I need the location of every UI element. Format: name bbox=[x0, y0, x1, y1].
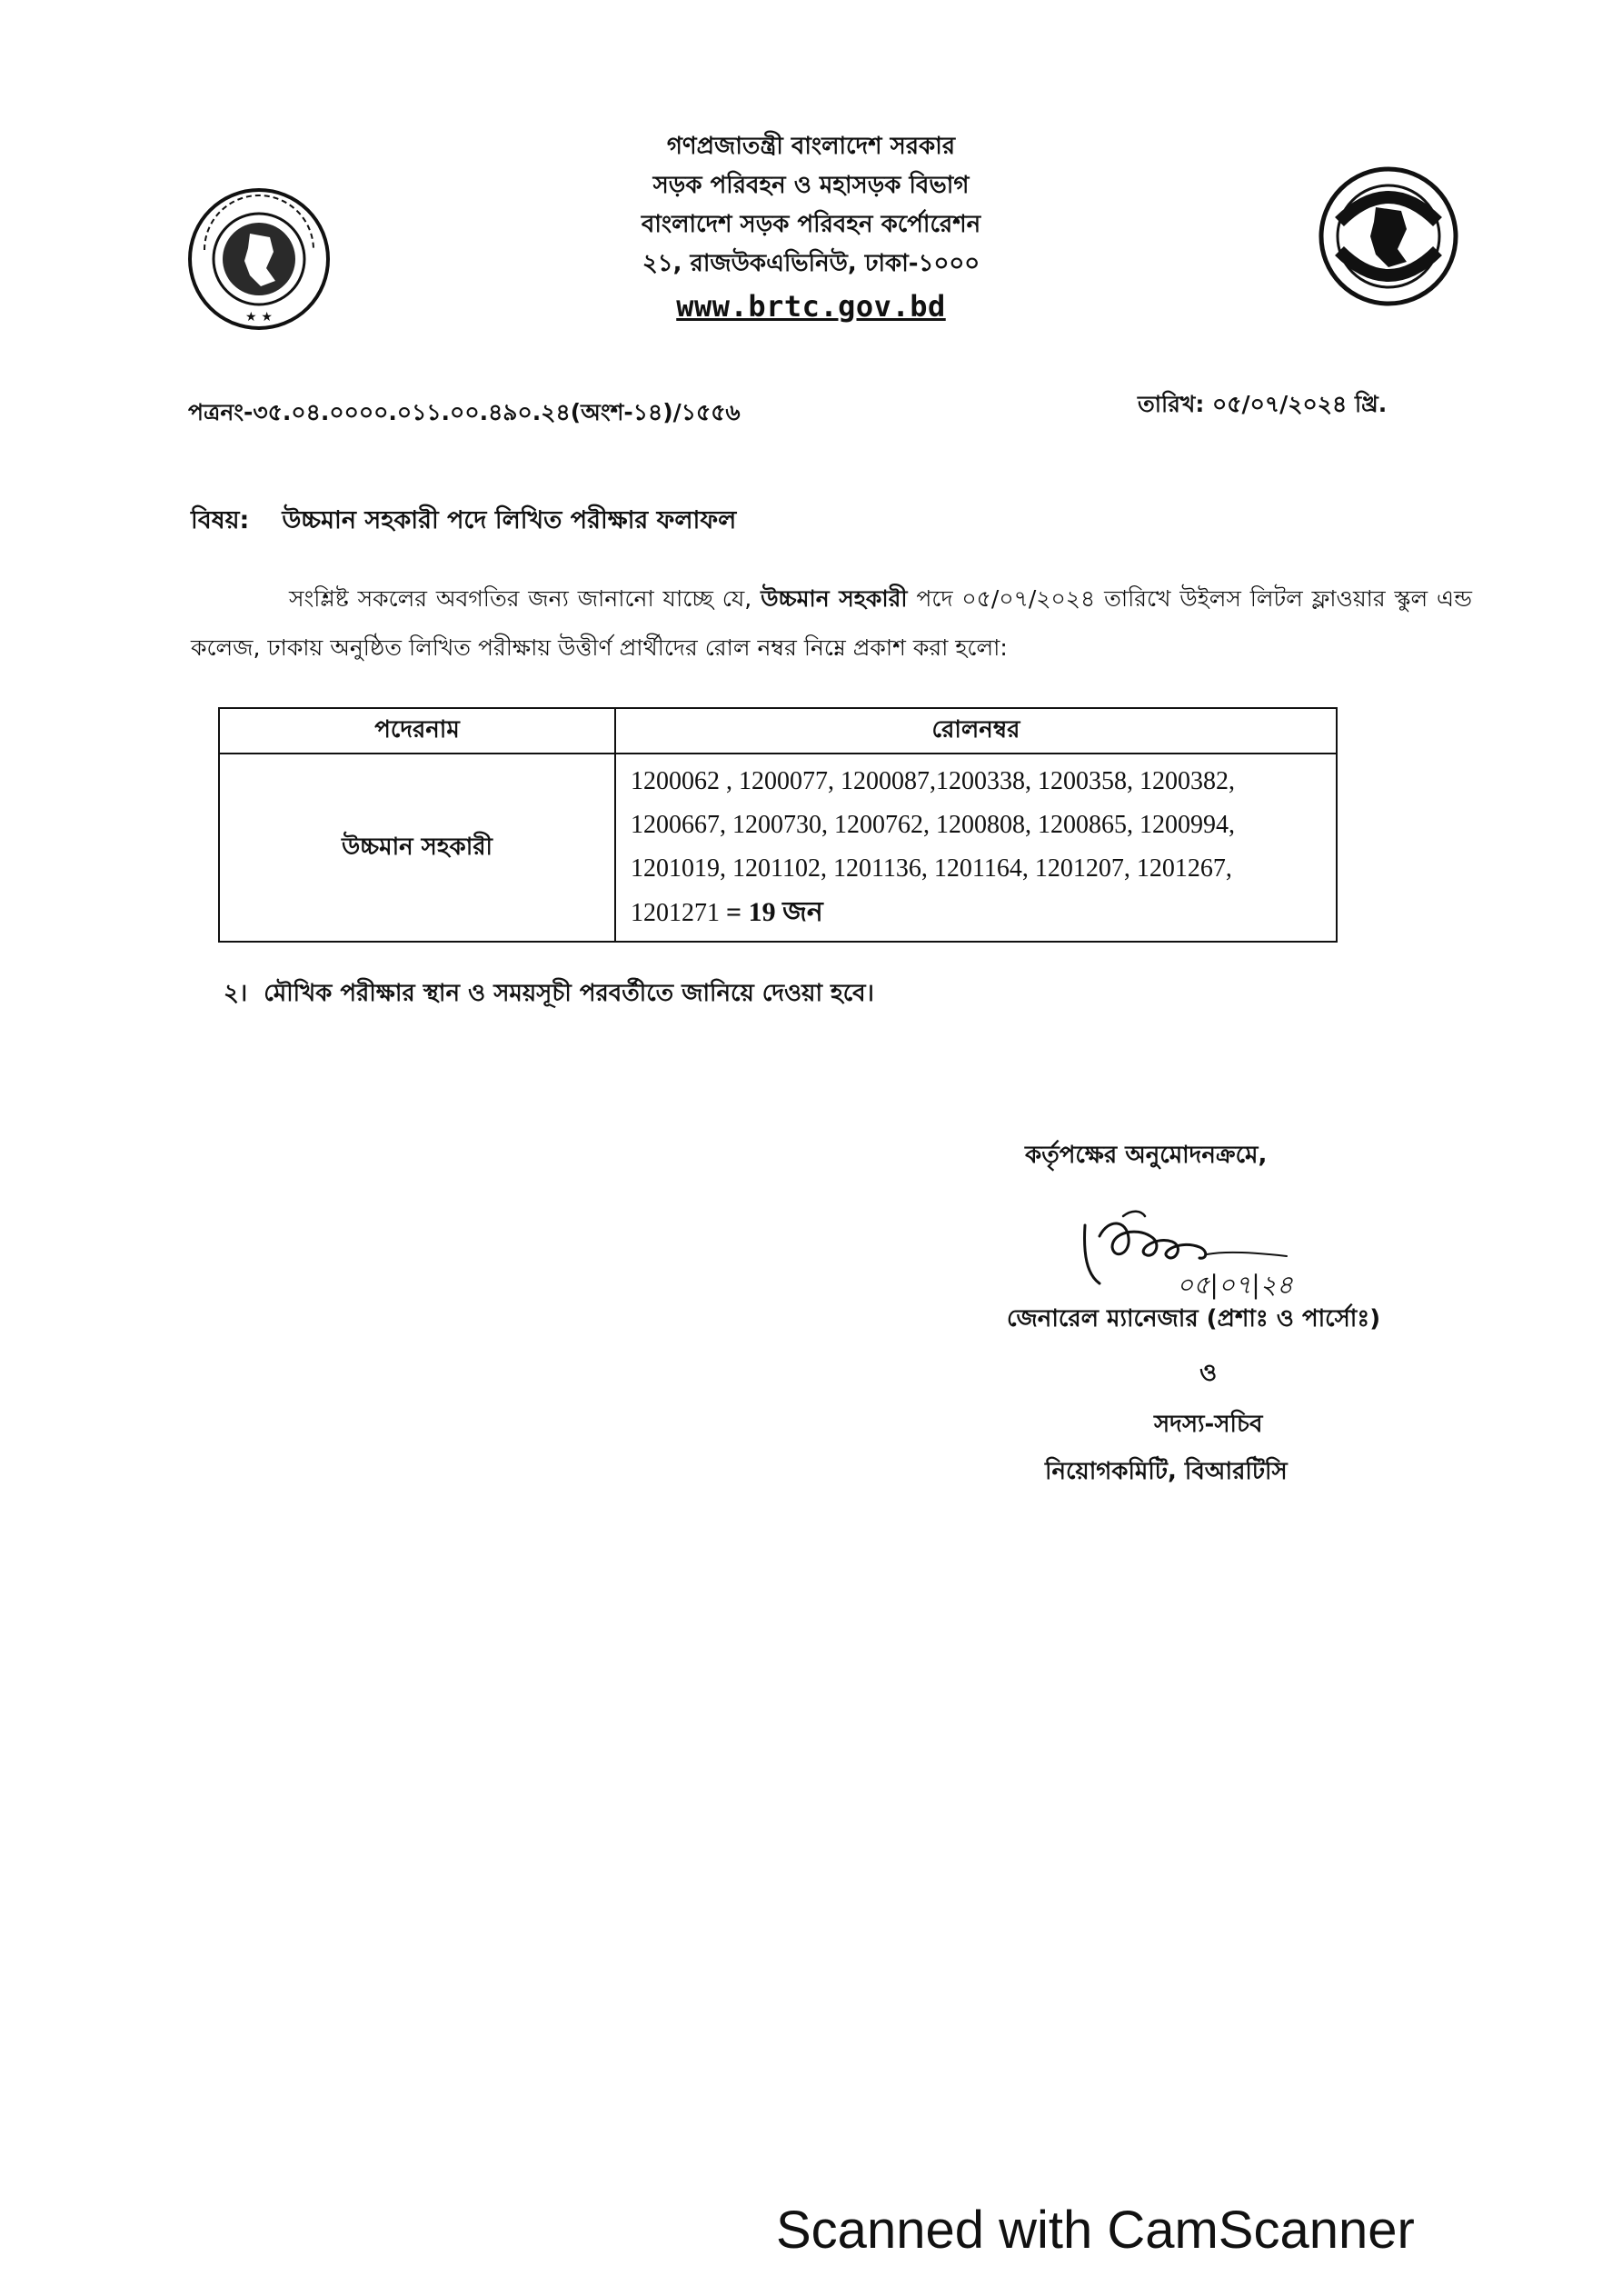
roll-line: 1201019, 1201102, 1201136, 1201164, 1201207, 1201267, bbox=[631, 854, 1232, 883]
approval-line: কর্তৃপক্ষের অনুমোদনক্রমে, bbox=[1025, 1142, 1268, 1169]
issue-date: তারিখ: ০৫/০৭/২০২৪ খ্রি. bbox=[1138, 391, 1388, 417]
signatory-role: সদস্য-সচিব bbox=[1154, 1411, 1263, 1438]
committee-name: নিয়োগকমিটি, বিআরটিসি bbox=[1045, 1458, 1288, 1485]
address: ২১, রাজউকএভিনিউ, ঢাকা-১০০০ bbox=[642, 250, 980, 277]
paragraph-intro: সংশ্লিষ্ট সকলের অবগতির জন্য জানানো যাচ্ছে যে, bbox=[289, 585, 761, 612]
table-header-row bbox=[219, 708, 1337, 754]
roll-line: 1200667, 1200730, 1200762, 1200808, 1200865, 1200994, bbox=[631, 811, 1235, 839]
results-table bbox=[218, 707, 1338, 943]
total-count: = 19 জন bbox=[726, 897, 823, 927]
conjunction: ও bbox=[1199, 1360, 1218, 1387]
division-name: সড়ক পরিবহন ও মহাসড়ক বিভাগ bbox=[652, 172, 970, 199]
roll-numbers-cell bbox=[615, 754, 1337, 942]
subject-label: বিষয়: bbox=[191, 506, 250, 534]
table-row bbox=[219, 754, 1337, 942]
scanner-watermark: Scanned with CamScanner bbox=[776, 2201, 1415, 2260]
note-number: ২। bbox=[224, 980, 248, 1007]
notice-paragraph bbox=[191, 574, 1472, 673]
note-item bbox=[224, 974, 874, 1014]
signature-date: ০৫|০৭|২৪ bbox=[1177, 1270, 1294, 1300]
government-name: গণপ্রজাতন্ত্রী বাংলাদেশ সরকার bbox=[666, 133, 956, 160]
paragraph-rest: পদে ০৫/০৭/২০২৪ তারিখে উইলস লিটল ফ্লাওয়ার স্কুল এন্ড কলেজ, ঢাকায় অনুষ্ঠিত লিখিত পরীক্ষায় উত্তীর্ণ প্রার্থীদের রোল নম্বর নিম্নে প্রকাশ করা হলো: bbox=[191, 585, 1472, 661]
corporation-name: বাংলাদেশ সড়ক পরিবহন কর্পোরেশন bbox=[641, 211, 981, 238]
letterhead bbox=[0, 127, 1622, 329]
website-link[interactable]: www.brtc.gov.bd bbox=[676, 289, 946, 324]
post-name-header: পদেরনাম bbox=[219, 708, 615, 754]
roll-last-number: 1201271 bbox=[631, 899, 720, 927]
roll-line: 1200062 , 1200077, 1200087,1200338, 1200358, 1200382, bbox=[631, 767, 1235, 795]
subject-line bbox=[191, 502, 736, 543]
svg-text:★ ★: ★ ★ bbox=[245, 310, 273, 324]
subject-text: উচ্চমান সহকারী পদে লিখিত পরীক্ষার ফলাফল bbox=[282, 506, 737, 534]
note-text: মৌখিক পরীক্ষার স্থান ও সময়সূচী পরবর্তীতে জানিয়ে দেওয়া হবে। bbox=[264, 980, 874, 1007]
roll-number-header: রোলনম্বর bbox=[615, 708, 1337, 754]
signatory-designation: জেনারেল ম্যানেজার (প্রশাঃ ও পার্সোঃ) bbox=[1007, 1305, 1381, 1333]
roll-line-last bbox=[631, 891, 1323, 935]
paragraph-post-name: উচ্চমান সহকারী bbox=[761, 585, 908, 612]
post-name-cell: উচ্চমান সহকারী bbox=[219, 754, 615, 942]
memo-number: পত্রনং-৩৫.০৪.০০০০.০১১.০০.৪৯০.২৪(অংশ-১৪)/১৫৫৬ bbox=[188, 399, 741, 425]
